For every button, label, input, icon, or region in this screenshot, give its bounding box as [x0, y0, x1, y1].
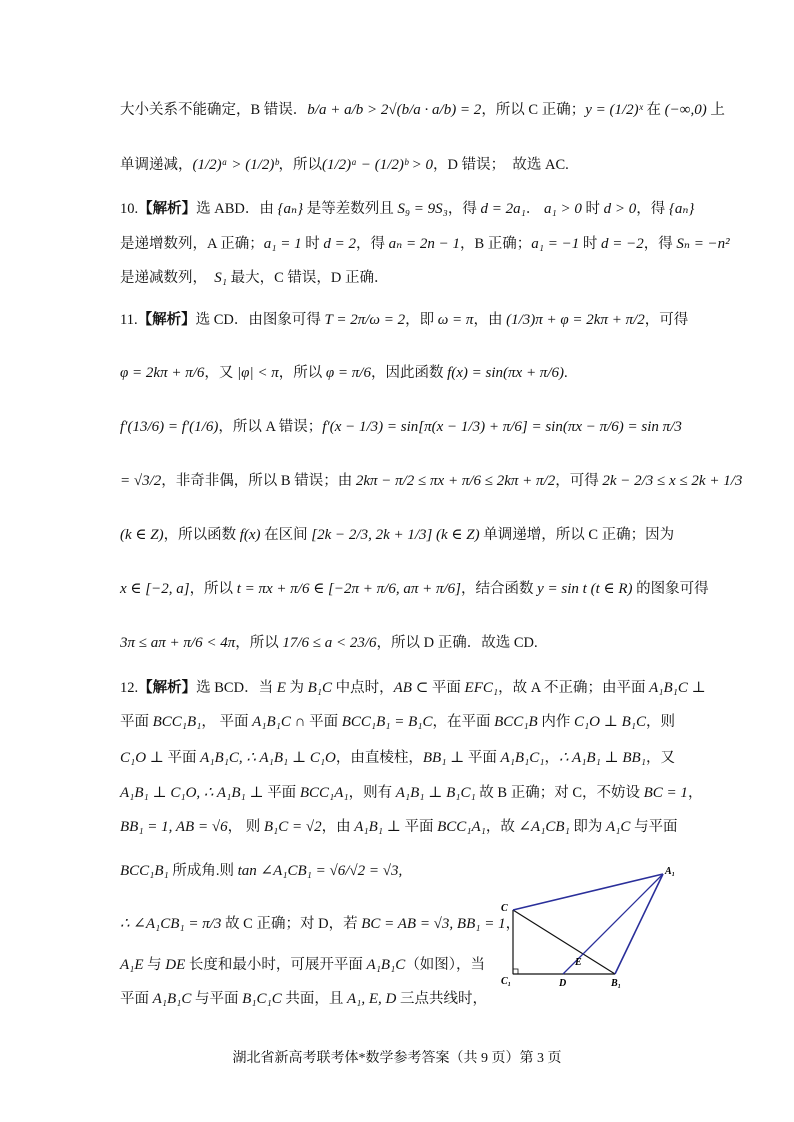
math-expression: B₁C = √2	[263, 819, 322, 835]
text-segment: 共面，且	[281, 991, 347, 1007]
text-segment: ，故 A 不正确；由平面	[498, 680, 650, 696]
text-line	[120, 861, 402, 881]
text-segment: ，结合函数	[461, 581, 538, 597]
label-b1: B₁	[611, 978, 622, 989]
math-expression: BCC₁B₁ = B₁C	[341, 714, 433, 730]
text-segment: 平面	[163, 750, 201, 766]
math-expression: A₁B₁C, ∴ A₁B₁ ⊥ C₁O	[200, 750, 336, 766]
math-expression: d = −2	[600, 236, 644, 252]
text-line	[120, 268, 389, 288]
math-expression: E	[276, 680, 286, 696]
text-segment: 是等差数列且	[303, 201, 398, 217]
math-expression: A₁B₁C	[152, 991, 192, 1007]
text-segment: ，因此函数	[370, 365, 448, 381]
math-expression: (1/2)ᵃ − (1/2)ᵇ > 0	[321, 157, 434, 173]
text-line	[120, 678, 706, 698]
text-segment: 平面	[263, 785, 300, 801]
text-segment: ，又	[645, 750, 675, 766]
math-expression: d = 2	[323, 236, 357, 252]
math-expression: A₁B₁ ⊥ B₁C₁	[395, 785, 476, 801]
text-segment: 为	[285, 680, 308, 696]
text-segment: 的图象可得	[632, 581, 709, 597]
text-segment: 时	[579, 236, 601, 252]
math-expression: BB₁ = 1, AB = √6	[120, 819, 228, 835]
math-expression: BCC₁B₁	[120, 863, 169, 879]
math-expression: (−∞,0)	[664, 102, 707, 118]
math-expression: b/a + a/b > 2√(b/a · a/b) = 2	[307, 102, 482, 118]
math-expression: BC = 1	[643, 785, 688, 801]
math-expression: 3π ≤ aπ + π/6 < 4π	[120, 635, 236, 651]
unfolded-prism-figure	[495, 862, 695, 997]
text-segment: 平面	[305, 714, 342, 730]
text-segment: 三点共线时，	[396, 991, 487, 1007]
text-segment: 是递增数列，A 正确；	[120, 236, 264, 252]
text-segment: 单调递增，所以 C 正确；因为	[479, 527, 675, 543]
text-segment: ，由	[473, 312, 507, 328]
math-expression: A₁B₁C	[366, 957, 406, 973]
math-expression: x ∈ [−2, a]	[120, 581, 190, 597]
math-expression: 17/6 ≤ a < 23/6	[282, 635, 377, 651]
math-expression: T = 2π/ω = 2	[324, 312, 406, 328]
math-expression: y = (1/2)ˣ	[585, 102, 643, 118]
text-segment: 选 CD．由图象可得	[195, 312, 325, 328]
page-footer: 湖北省新高考联考体*数学参考答案（共 9 页）第 3 页	[232, 1051, 562, 1066]
math-expression: (1/3)π + φ = 2kπ + π/2	[506, 312, 645, 328]
text-line	[120, 989, 487, 1009]
text-segment: ．	[525, 201, 544, 217]
label-e: E	[575, 957, 582, 968]
math-expression: aₙ = 2n − 1	[388, 236, 460, 252]
text-line	[120, 817, 678, 837]
text-segment: ，得	[636, 201, 669, 217]
math-expression: (k ∈ Z)	[120, 527, 164, 543]
math-expression: A₁B₁C₁	[500, 750, 545, 766]
math-expression: [2k − 2/3, 2k + 1/3]	[311, 527, 433, 543]
math-expression: BC = AB = √3, BB₁ = 1	[361, 916, 506, 932]
math-expression: BCC₁A₁	[299, 785, 349, 801]
text-segment: ，得	[447, 201, 481, 217]
math-expression: tan ∠A₁CB₁ = √6/√2 = √3,	[237, 863, 403, 879]
text-segment: 中点时，	[332, 680, 394, 696]
math-expression: A₁C	[606, 819, 631, 835]
text-segment: ， 平面	[201, 714, 253, 730]
text-segment: 11.	[120, 312, 138, 328]
text-segment: 故 B 正确；对 C，不妨设	[475, 785, 644, 801]
math-expression: y = sin t (t ∈ R)	[537, 581, 633, 597]
text-segment: 平面	[120, 991, 153, 1007]
math-expression: ∴ ∠A₁CB₁ = π/3	[120, 916, 222, 932]
math-expression: Sₙ = −n²	[676, 236, 730, 252]
text-segment: ，所以 C 正确；	[481, 102, 586, 118]
math-expression: f(x)	[239, 527, 261, 543]
text-segment: 所成角.则	[168, 863, 238, 879]
text-segment: 上	[706, 102, 725, 118]
text-line	[120, 712, 675, 732]
math-expression: (1/2)ᵃ > (1/2)ᵇ	[192, 157, 279, 173]
math-expression: ∴ A₁B₁ ⊥ BB₁	[559, 750, 646, 766]
text-line	[120, 579, 709, 599]
text-segment: （如图），当	[405, 957, 486, 973]
text-segment: 最大，C 错误，D 正确．	[226, 270, 389, 286]
text-line	[120, 525, 674, 545]
edge-c-b1	[513, 910, 615, 974]
label-a1: A₁	[665, 866, 676, 877]
math-expression: t = πx + π/6 ∈ [−2π + π/6, aπ + π/6]	[236, 581, 461, 597]
math-expression: BCC₁B	[494, 714, 538, 730]
text-segment: 时	[581, 201, 604, 217]
edge-b1-a1	[615, 874, 663, 974]
text-line	[120, 155, 569, 175]
text-segment: .	[564, 365, 568, 381]
text-line	[120, 100, 725, 120]
text-segment: ，所以	[189, 581, 237, 597]
text-segment: 内作	[537, 714, 574, 730]
math-expression: C₁O ⊥ B₁C	[573, 714, 646, 730]
text-segment: ，在平面	[432, 714, 495, 730]
math-expression: B₁C₁C	[242, 991, 282, 1007]
math-expression: A₁E	[120, 957, 144, 973]
text-segment: ，	[544, 750, 560, 766]
text-line	[120, 310, 688, 330]
text-segment: 平面	[428, 680, 465, 696]
math-expression: BCC₁B₁	[152, 714, 202, 730]
text-segment: 长度和最小时，可展开平面	[185, 957, 367, 973]
text-line	[120, 955, 485, 975]
math-expression: d = 2a₁	[480, 201, 526, 217]
text-segment: 选 BCD．当	[196, 680, 277, 696]
text-segment: ，所以	[278, 157, 322, 173]
text-segment: ，故	[485, 819, 519, 835]
text-segment: 10.	[120, 201, 139, 217]
text-segment: 平面	[400, 819, 438, 835]
edge-c-a1	[513, 874, 663, 910]
text-segment: 在区间	[260, 527, 312, 543]
math-expression: AB ⊂	[393, 680, 429, 696]
text-segment: ，则有	[348, 785, 396, 801]
text-segment: ，	[505, 916, 521, 932]
math-expression: 2kπ − π/2 ≤ πx + π/6 ≤ 2kπ + π/2	[355, 473, 556, 489]
text-segment: 是递减数列，	[120, 270, 215, 286]
math-expression: C₁O ⊥	[120, 750, 164, 766]
text-segment: 【解析】	[137, 312, 196, 328]
math-expression: {aₙ}	[668, 201, 695, 217]
math-expression: {aₙ}	[277, 201, 304, 217]
text-segment: ，所以	[235, 635, 283, 651]
text-segment: ，可得	[555, 473, 603, 489]
math-expression: B₁C	[307, 680, 333, 696]
text-line	[120, 914, 520, 934]
text-segment: 平面	[120, 714, 153, 730]
math-expression: a₁ > 0	[543, 201, 582, 217]
text-segment: ，所以	[278, 365, 326, 381]
math-expression: A₁B₁ ⊥	[354, 819, 401, 835]
text-segment: 【解析】	[138, 201, 197, 217]
math-expression: 2k − 2/3 ≤ x ≤ 2k + 1/3	[602, 473, 743, 489]
text-segment: ，B 正确；	[459, 236, 532, 252]
text-segment: ，由	[321, 819, 355, 835]
text-line	[120, 633, 538, 653]
text-segment: 平面	[464, 750, 501, 766]
math-expression: φ = π/6	[325, 365, 371, 381]
right-angle-mark	[513, 969, 518, 974]
text-segment: ，可得	[644, 312, 689, 328]
text-segment: ，D 错误； 故选 AC.	[433, 157, 569, 173]
label-d: D	[559, 978, 567, 989]
text-segment: ，所以 D 正确．故选 CD.	[376, 635, 538, 651]
text-segment: ，则	[646, 714, 675, 730]
text-segment: 故 C 正确；对 D，若	[221, 916, 362, 932]
text-segment: 单调递减，	[120, 157, 193, 173]
math-expression: f(x) = sin(πx + π/6)	[447, 365, 564, 381]
math-expression: A₁B₁ ⊥ C₁O, ∴ A₁B₁ ⊥	[120, 785, 264, 801]
math-expression: ∠A₁CB₁	[518, 819, 570, 835]
text-line	[120, 748, 675, 768]
math-expression: DE	[165, 957, 186, 973]
text-segment: ，	[687, 785, 703, 801]
text-line	[120, 417, 682, 437]
math-expression: a₁ = 1	[263, 236, 302, 252]
text-line	[120, 199, 694, 219]
math-expression: φ = 2kπ + π/6	[120, 365, 205, 381]
math-expression: BB₁ ⊥	[422, 750, 465, 766]
text-segment: ，由直棱柱，	[335, 750, 423, 766]
math-expression: a₁ = −1	[531, 236, 580, 252]
text-segment: 与	[143, 957, 166, 973]
math-expression: ω = π	[437, 312, 474, 328]
math-expression: f′(13/6) = f′(1/6)	[120, 419, 219, 435]
math-expression: A₁B₁C ⊥	[649, 680, 706, 696]
text-line	[120, 363, 568, 383]
math-expression: d > 0	[603, 201, 637, 217]
text-segment: ，非奇非偶，所以 B 错误；由	[161, 473, 356, 489]
text-segment: 与平面	[630, 819, 678, 835]
text-segment: 即为	[569, 819, 607, 835]
text-line	[120, 783, 702, 803]
text-segment: ，得	[356, 236, 389, 252]
text-segment: 选 ABD．由	[196, 201, 278, 217]
text-line	[120, 234, 730, 254]
text-segment: 时	[301, 236, 324, 252]
math-expression: S₁	[214, 270, 227, 286]
text-segment: 在	[642, 102, 665, 118]
text-segment: 【解析】	[138, 680, 197, 696]
text-segment: ，得	[643, 236, 677, 252]
math-expression: = √3/2	[120, 473, 162, 489]
math-expression: EFC₁	[464, 680, 499, 696]
math-expression: |φ| < π	[237, 365, 279, 381]
text-line	[120, 471, 742, 491]
text-segment: ，又	[204, 365, 238, 381]
text-segment: ，即	[405, 312, 438, 328]
math-expression: BCC₁A₁	[437, 819, 486, 835]
label-c1: C₁	[501, 976, 512, 987]
text-segment: 与平面	[191, 991, 243, 1007]
label-c: C	[501, 903, 508, 914]
math-expression: (k ∈ Z)	[436, 527, 480, 543]
math-expression: A₁, E, D	[347, 991, 397, 1007]
math-expression: S₉ = 9S₃	[397, 201, 448, 217]
math-expression: A₁B₁C ∩	[252, 714, 306, 730]
math-expression: f′(x − 1/3) = sin[π(x − 1/3) + π/6] = sin(πx − π/6) = sin π/3	[322, 419, 682, 435]
text-segment: 大小关系不能确定，B 错误．	[120, 102, 308, 118]
text-segment: ， 则	[227, 819, 264, 835]
text-segment: ，所以 A 错误；	[218, 419, 323, 435]
text-segment: 12.	[120, 680, 139, 696]
text-segment: ，所以函数	[163, 527, 240, 543]
